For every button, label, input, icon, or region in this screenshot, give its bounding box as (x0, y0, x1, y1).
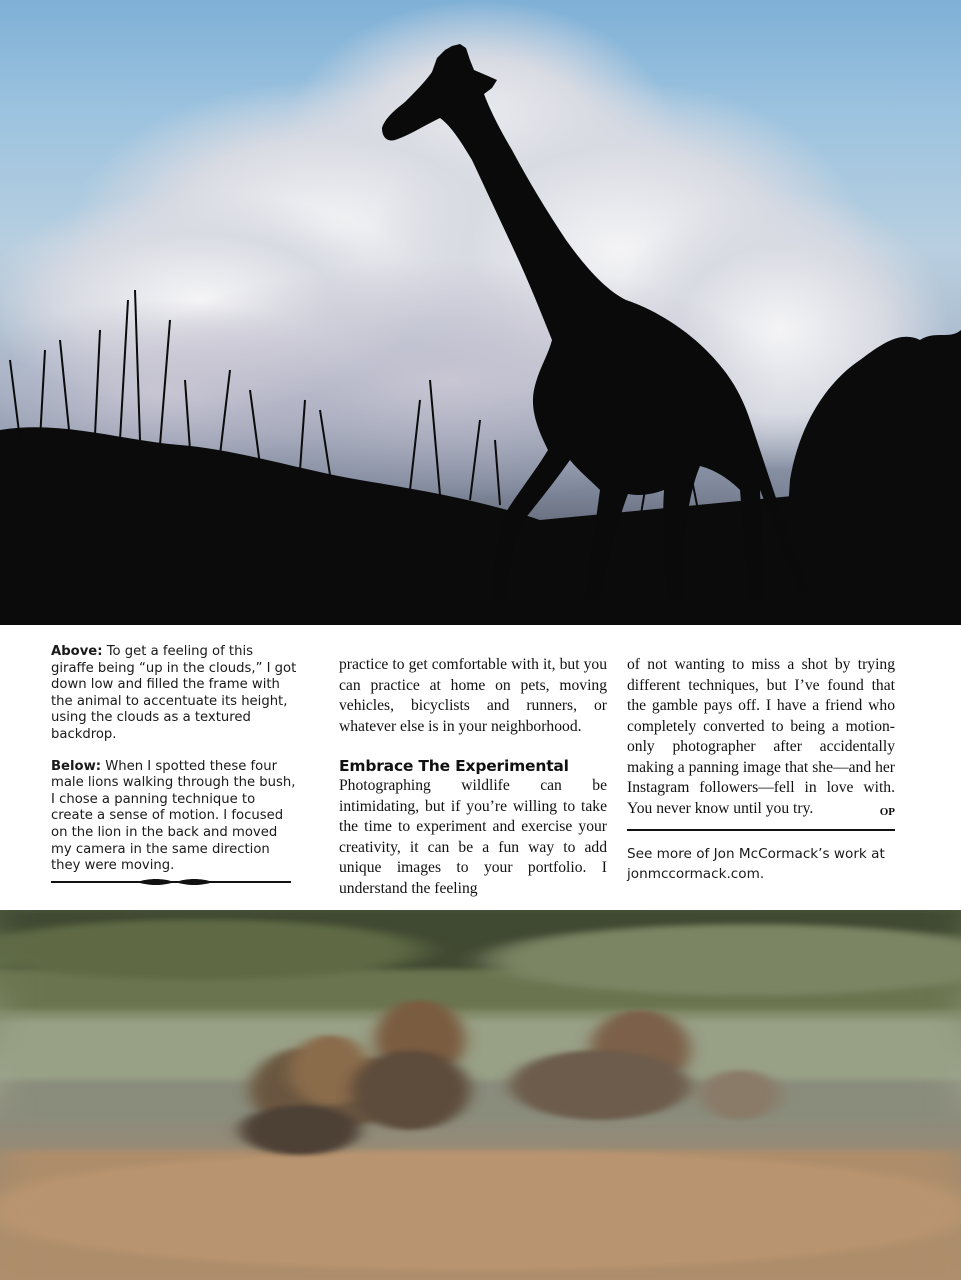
end-mark: OP (879, 805, 895, 818)
caption-above (51, 644, 299, 744)
caption-above-label: Above: (51, 644, 103, 659)
article-paragraph-2: Photographing wildlife can be intimidating, but if you’re willing to take the time to experiment and exercise your creativity, it can be a fun way to add unique images to your portfolio. I understand the feeling (339, 777, 607, 897)
article-paragraph-3-text: of not wanting to miss a shot by trying different techniques, but I’ve found that the gamble pays off. I have a friend who completely converted to being a motion-only photographer after accidentally making a panning image that she—and her Instagram followers—fell in love with. You never know until you try. (627, 656, 895, 817)
caption-below (51, 759, 299, 875)
see-more-line-1: See more of Jon McCormack’s work at (627, 846, 885, 862)
lions-photo-art (0, 910, 961, 1280)
giraffe-photo-art (0, 0, 961, 625)
caption-below-text: When I spotted these four male lions walking through the bush, I chose a panning technique to create a sense of motion. I focused on the lion in the back and moved my camera in the same direction they were moving. (51, 758, 296, 874)
article-column-middle (339, 655, 607, 899)
article-paragraph-1: practice to get comfortable with it, but you can practice at home on pets, moving vehicles, bicyclists and runners, or whatever else is in your neighborhood. (339, 656, 607, 735)
article-paragraph-3 (627, 655, 895, 819)
giraffe-photo (0, 0, 961, 625)
caption-below-label: Below: (51, 758, 102, 774)
ornament-divider (51, 876, 291, 888)
caption-above-text: To get a feeling of this giraffe being “up in the clouds,” I got down low and filled the frame with the animal to accentuate its height, using the clouds as a textured backdrop. (51, 644, 297, 742)
captions-column (51, 644, 299, 890)
lions-photo (0, 910, 961, 1280)
article-column-right (627, 655, 895, 884)
section-rule (627, 829, 895, 831)
see-more-credit (627, 844, 895, 884)
article-subhead: Embrace The Experimental (339, 757, 569, 775)
see-more-link[interactable]: jonmccormack.com. (627, 866, 765, 882)
